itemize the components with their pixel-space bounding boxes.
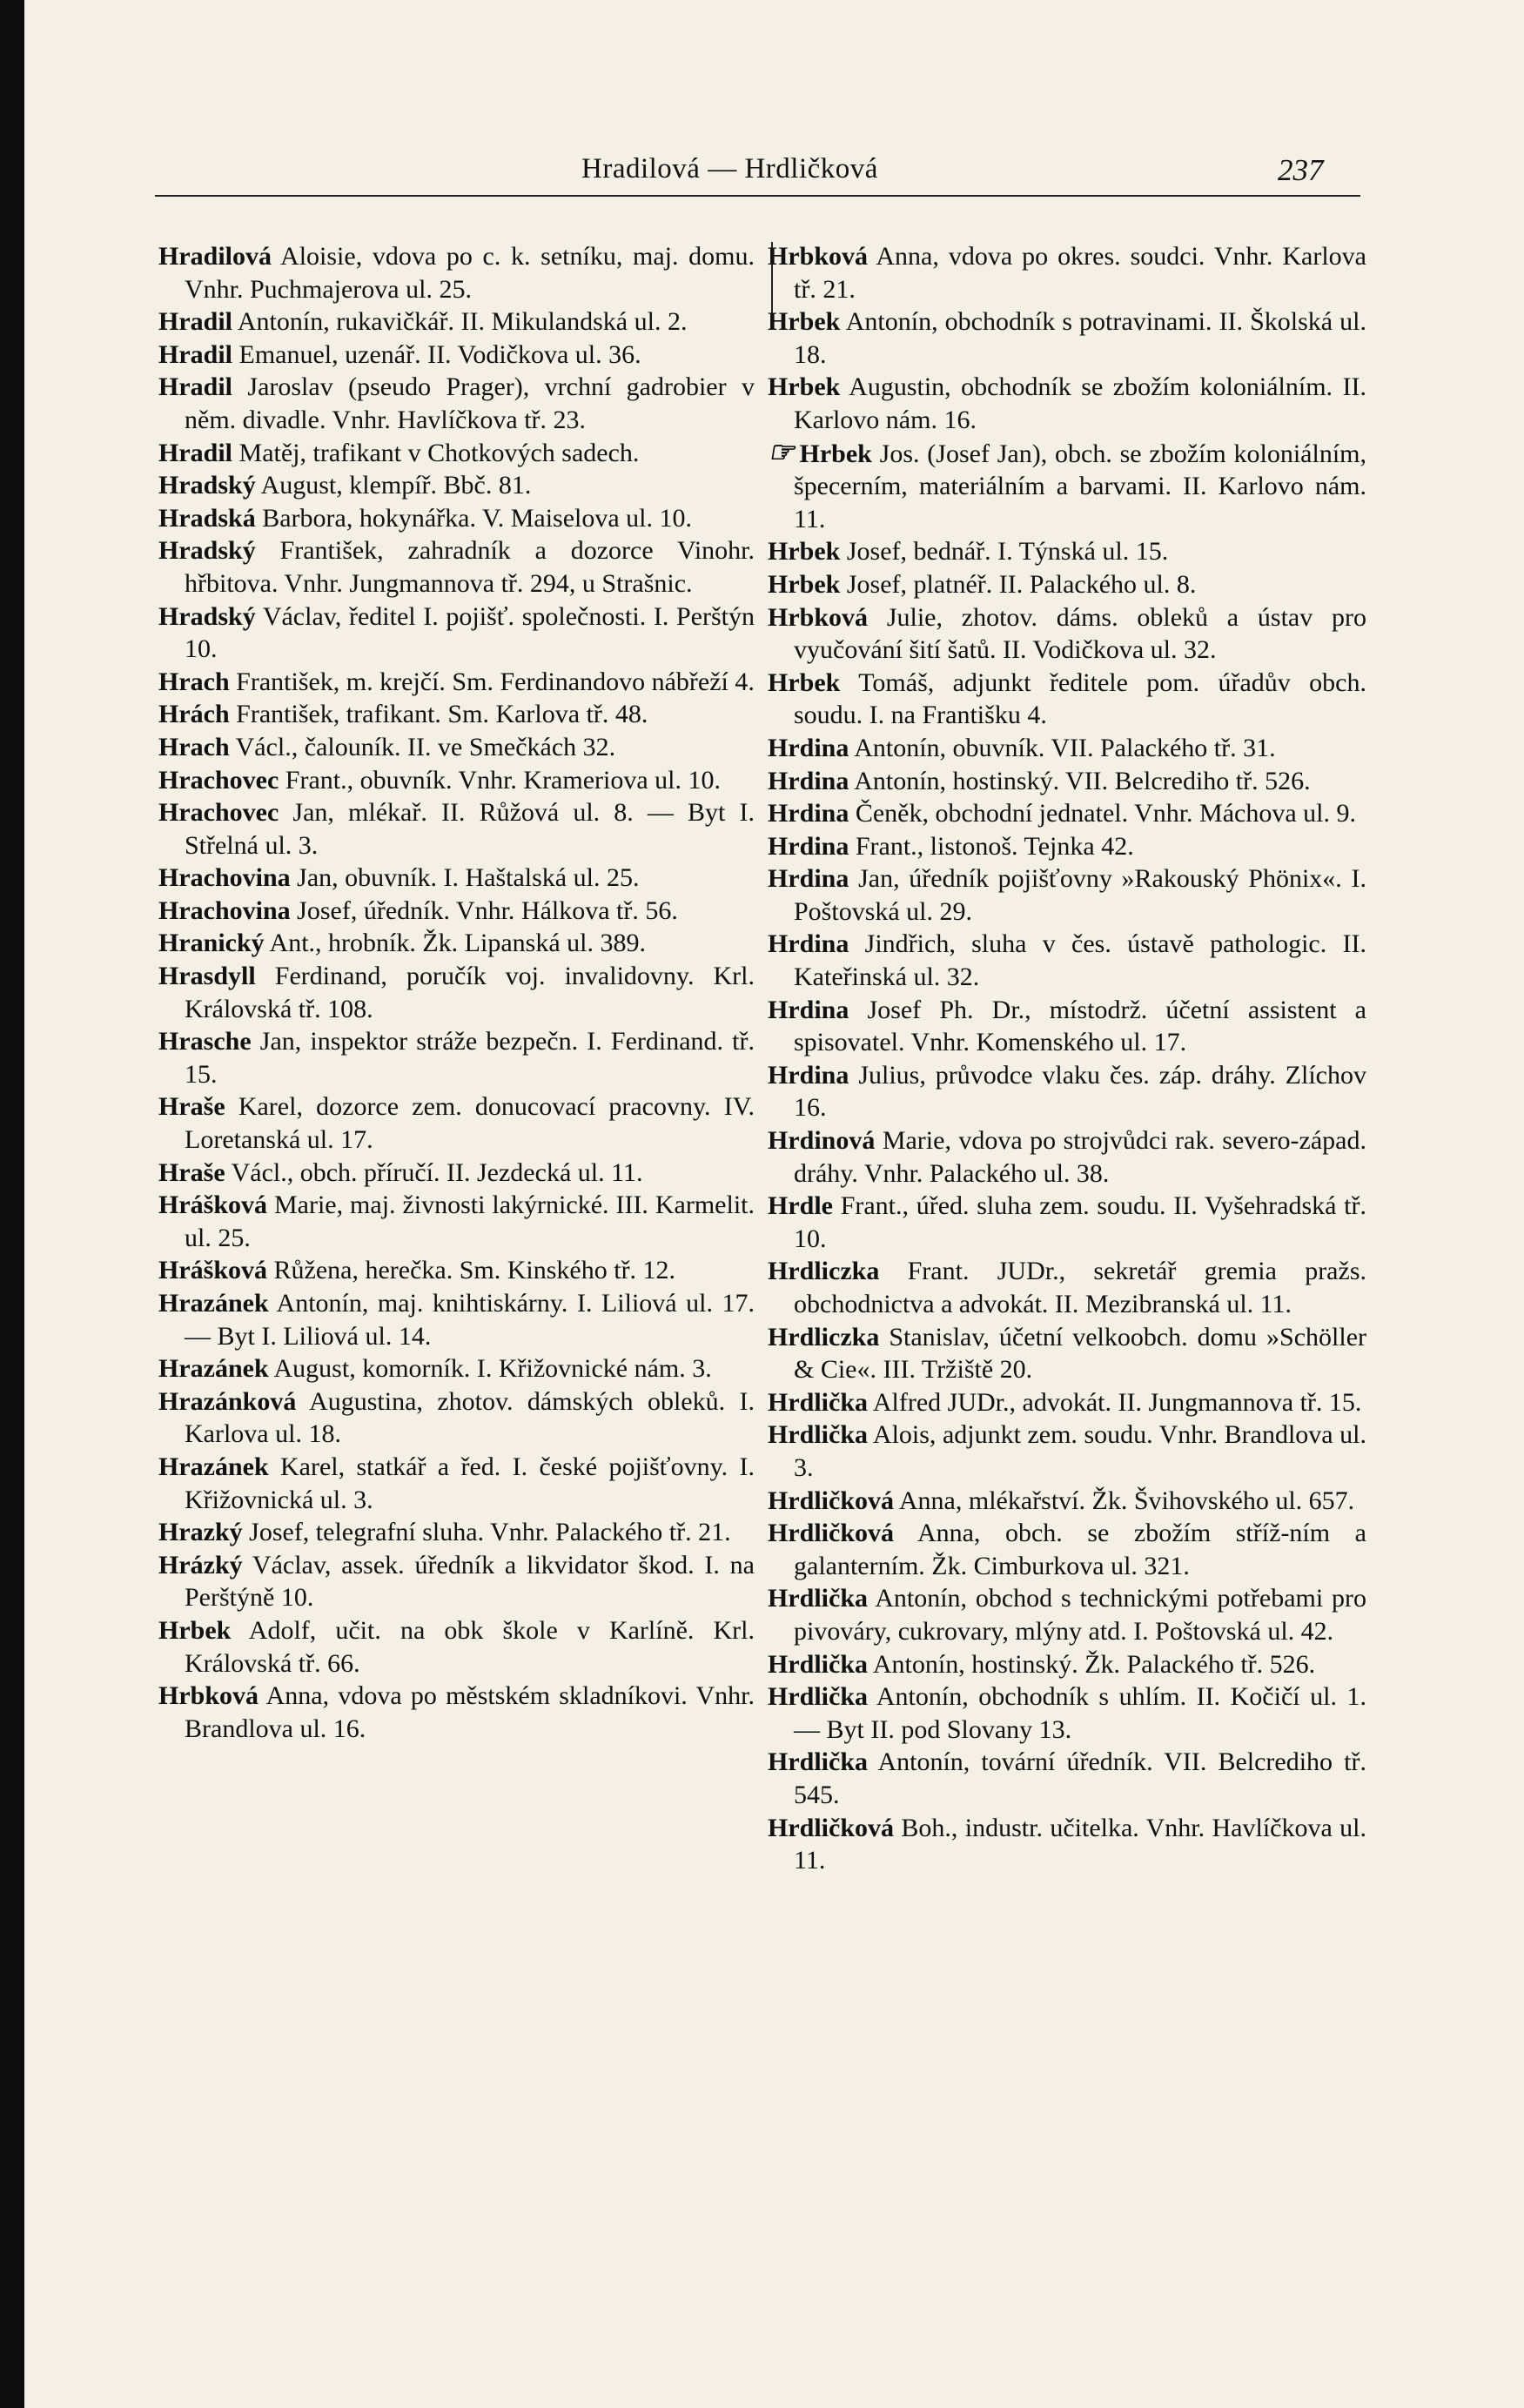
entry-details: Marie, maj. živnosti lakýrnické. III. Karmelit. ul. 25.	[185, 1191, 755, 1252]
entry-surname: Hrdina	[768, 766, 849, 795]
entry-details: Václ., obch. příručí. II. Jezdecká ul. 11.	[231, 1157, 643, 1187]
entry-surname: Hrasche	[158, 1027, 252, 1056]
pointing-hand-icon: ☞	[768, 436, 795, 469]
entry-details: Alois, adjunkt zem. soudu. Vnhr. Brandlova ul. 3.	[794, 1420, 1366, 1482]
entry-details: Karel, dozorce zem. donucovací pracovny. IV. Loretanská ul. 17.	[185, 1092, 755, 1155]
entry-details: Jos. (Josef Jan), obch. se zbožím koloniálním, špecerním, materiálním a barvami. II. Karlovo nám. 11.	[794, 439, 1367, 533]
entry-details: Anna, vdova po městském skladníkovi. Vnhr. Brandlova ul. 16.	[185, 1681, 755, 1743]
directory-entry	[768, 1419, 1366, 1484]
entry-surname: Hrdlička	[768, 1682, 869, 1712]
directory-entry	[158, 1090, 755, 1156]
directory-entry	[158, 960, 755, 1025]
entry-surname: Hradský	[158, 601, 256, 631]
directory-entry	[768, 1124, 1366, 1190]
entry-surname: Hrdlička	[768, 1649, 869, 1679]
entry-details: Emanuel, uzenář. II. Vodičkova ul. 36.	[238, 339, 641, 369]
directory-entry	[768, 305, 1366, 371]
entry-details: Aloisie, vdova po c. k. setníku, maj. domu. Vnhr. Puchmajerova ul. 25.	[185, 242, 755, 304]
entry-surname: Hrdinová	[768, 1126, 876, 1156]
directory-entry	[158, 1614, 755, 1680]
entry-surname: Hrasdyll	[158, 962, 256, 991]
entry-details: Stanislav, účetní velkoobch. domu »Schöller & Cie«. III. Tržiště 20.	[794, 1322, 1367, 1385]
entry-details: Václav, ředitel I. pojišť. společnosti. I. Perštýn 10.	[185, 601, 755, 664]
directory-entry	[158, 371, 755, 436]
entry-details: Josef, platnéř. II. Palackého ul. 8.	[846, 569, 1197, 599]
entry-surname: Hrachovec	[158, 765, 279, 795]
entry-surname: Hrbková	[158, 1681, 259, 1711]
directory-entry	[158, 862, 755, 895]
entry-surname: Hrbek	[768, 307, 841, 337]
entry-surname: Hrázký	[158, 1550, 243, 1580]
directory-entry	[768, 765, 1366, 798]
entry-details: František, m. krejčí. Sm. Ferdinandovo nábřeží 4.	[236, 667, 755, 696]
entry-surname: Hrášková	[158, 1256, 268, 1285]
entry-surname: Hradil	[158, 372, 233, 402]
directory-entry	[158, 1025, 755, 1090]
directory-entry	[768, 1648, 1366, 1681]
entry-details: Frant. JUDr., sekretář gremia pražs. obchodnictva a advokát. II. Mezibranská ul. 11.	[794, 1257, 1366, 1318]
directory-entry	[768, 1746, 1366, 1811]
left-column	[158, 240, 755, 1745]
entry-surname: Hradil	[158, 438, 233, 467]
entry-details: Václ., čalouník. II. ve Smečkách 32.	[235, 732, 616, 761]
entry-surname: Hrášková	[158, 1191, 268, 1220]
entry-surname: Hrdina	[768, 733, 849, 762]
directory-entry	[768, 928, 1366, 993]
directory-entry	[768, 994, 1366, 1059]
entry-surname: Hrdličková	[768, 1486, 895, 1515]
entry-surname: Hrdina	[768, 995, 849, 1024]
entry-surname: Hradský	[158, 536, 256, 566]
entry-surname: Hraše	[158, 1092, 225, 1122]
entry-details: Antonín, hostinský. Žk. Palackého tř. 526.	[872, 1649, 1316, 1679]
directory-entry	[158, 796, 755, 862]
directory-entry	[768, 1386, 1366, 1419]
entry-details: Julie, zhotov. dáms. obleků a ústav pro vyučování šití šatů. II. Vodičkova ul. 32.	[794, 602, 1367, 665]
directory-entry	[158, 437, 755, 470]
entry-surname: Hradil	[158, 339, 233, 369]
entry-surname: Hradil	[158, 307, 233, 337]
entry-details: Růžena, herečka. Sm. Kinského tř. 12.	[273, 1256, 676, 1285]
header-rule	[155, 195, 1360, 197]
entry-surname: Hrachovina	[158, 895, 291, 925]
entry-details: Julius, průvodce vlaku čes. záp. dráhy. Zlíchov 16.	[794, 1060, 1366, 1123]
entry-surname: Hrdličková	[768, 1813, 895, 1842]
entry-surname: Hrdina	[768, 799, 849, 828]
directory-entry	[768, 601, 1366, 667]
directory-entry	[158, 240, 755, 305]
directory-entry	[158, 339, 755, 372]
entry-details: August, klempíř. Bbč. 81.	[260, 471, 532, 500]
directory-entry	[768, 1680, 1366, 1746]
directory-entry	[768, 1582, 1366, 1647]
directory-entry	[768, 1812, 1366, 1877]
entry-surname: Hrbek	[768, 537, 841, 567]
entry-details: Augustin, obchodník se zbožím koloniálním. II. Karlovo nám. 16.	[794, 372, 1366, 434]
directory-entry	[158, 1254, 755, 1287]
entry-details: Jaroslav (pseudo Prager), vrchní gadrobier v něm. divadle. Vnhr. Havlíčkova tř. 23.	[185, 372, 755, 434]
directory-entry	[768, 1255, 1366, 1320]
entry-surname: Hrdliczka	[768, 1322, 880, 1352]
entry-details: Antonín, obchodník s uhlím. II. Kočičí ul. 1. — Byt II. pod Slovany 13.	[794, 1682, 1366, 1744]
entry-surname: Hrdina	[768, 929, 849, 959]
entry-surname: Hrdlička	[768, 1387, 869, 1417]
entry-surname: Hrazánek	[158, 1452, 269, 1481]
directory-entry	[768, 240, 1366, 305]
entry-surname: Hrazánek	[158, 1289, 269, 1318]
directory-entry	[768, 437, 1366, 536]
entry-surname: Hrdlička	[768, 1584, 869, 1613]
entry-surname: Hrazký	[158, 1518, 243, 1547]
entry-surname: Hrbek	[158, 1615, 232, 1645]
entry-details: Antonín, tovární úředník. VII. Belcrediho tř. 545.	[794, 1747, 1366, 1809]
entry-details: Anna, obch. se zbožím stříž-ním a galanterním. Žk. Cimburkova ul. 321.	[794, 1519, 1366, 1580]
entry-surname: Hrdličková	[768, 1519, 895, 1548]
entry-surname: Hradská	[158, 503, 256, 533]
entry-surname: Hradský	[158, 471, 256, 500]
entry-surname: Hrach	[158, 732, 230, 761]
entry-surname: Hrbková	[768, 242, 869, 271]
entry-details: Antonín, hostinský. VII. Belcrediho tř. 526.	[854, 766, 1311, 795]
entry-details: Frant., úřed. sluha zem. soudu. II. Vyšehradská tř. 10.	[794, 1191, 1366, 1253]
entry-surname: Hrazánková	[158, 1386, 297, 1416]
entry-details: Boh., industr. učitelka. Vnhr. Havlíčkova ul. 11.	[794, 1813, 1367, 1875]
directory-entry	[768, 667, 1366, 732]
directory-entry	[158, 1516, 755, 1549]
entry-surname: Hraše	[158, 1157, 225, 1187]
entry-details: Antonín, maj. knihtiskárny. I. Liliová ul. 17. — Byt I. Liliová ul. 14.	[185, 1289, 755, 1351]
directory-entry	[768, 830, 1366, 863]
entry-details: Frant., obuvník. Vnhr. Krameriova ul. 10.	[285, 765, 721, 795]
entry-surname: Hrách	[158, 700, 230, 729]
directory-entry	[158, 1549, 755, 1614]
entry-surname: Hrbek	[768, 667, 841, 697]
directory-entry	[768, 568, 1366, 601]
entry-surname: Hrdliczka	[768, 1257, 880, 1286]
entry-details: František, zahradník a dozorce Vinohr. hřbitova. Vnhr. Jungmannova tř. 294, u Strašnic.	[185, 536, 755, 598]
entry-details: Jan, inspektor stráže bezpečn. I. Ferdinand. tř. 15.	[185, 1027, 755, 1089]
entry-surname: Hrdle	[768, 1191, 833, 1221]
entry-surname: Hrdina	[768, 864, 849, 894]
entry-details: Anna, mlékařství. Žk. Švihovského ul. 657.	[898, 1486, 1355, 1515]
entry-surname: Hradilová	[158, 242, 272, 271]
entry-details: Adolf, učit. na obk škole v Karlíně. Krl. Královská tř. 66.	[185, 1615, 755, 1678]
entry-surname: Hrbek	[768, 569, 841, 599]
entry-details: Jan, obuvník. I. Haštalská ul. 25.	[297, 863, 640, 893]
entry-details: Josef, úředník. Vnhr. Hálkova tř. 56.	[297, 895, 678, 925]
directory-entry	[158, 666, 755, 699]
entry-surname: Hrachovec	[158, 798, 279, 828]
entry-surname: Hrachovina	[158, 863, 291, 893]
entry-details: August, komorník. I. Křižovnické nám. 3.	[273, 1354, 712, 1384]
directory-page	[24, 0, 1524, 2408]
directory-entry	[158, 1157, 755, 1190]
entry-details: František, trafikant. Sm. Karlova tř. 48.	[236, 700, 648, 729]
directory-entry	[158, 600, 755, 666]
entry-surname: Hrdina	[768, 1060, 849, 1090]
directory-entry	[158, 1287, 755, 1352]
entry-details: Jindřich, sluha v čes. ústavě pathologic. II. Kateřinská ul. 32.	[794, 929, 1367, 992]
entry-details: Antonín, obchodník s potravinami. II. Školská ul. 18.	[794, 307, 1366, 369]
page-number: 237	[1278, 153, 1324, 187]
directory-entry	[158, 1189, 755, 1254]
directory-entry	[158, 927, 755, 960]
entry-details: Jan, mlékař. II. Růžová ul. 8. — Byt I. Střelná ul. 3.	[185, 798, 755, 860]
directory-entry	[158, 1385, 755, 1451]
right-column	[768, 240, 1366, 1877]
entry-details: Jan, úředník pojišťovny »Rakouský Phönix«. I. Poštovská ul. 29.	[794, 864, 1367, 926]
entry-details: Josef Ph. Dr., místodrž. účetní assistent a spisovatel. Vnhr. Komenského ul. 17.	[794, 995, 1367, 1057]
directory-entry	[768, 1059, 1366, 1124]
directory-entry	[158, 305, 755, 339]
directory-entry	[158, 534, 755, 600]
directory-entry	[768, 1517, 1366, 1582]
directory-entry	[768, 535, 1366, 568]
entry-details: Tomáš, adjunkt ředitele pom. úřadův obch. soudu. I. na Františku 4.	[794, 667, 1366, 730]
directory-entry	[158, 502, 755, 535]
entry-details: Matěj, trafikant v Chotkových sadech.	[238, 438, 640, 467]
entry-surname: Hranický	[158, 929, 265, 958]
entry-details: Anna, vdova po okres. soudci. Vnhr. Karlova tř. 21.	[794, 242, 1366, 304]
entry-details: Alfred JUDr., advokát. II. Jungmannova tř. 15.	[872, 1387, 1362, 1417]
entry-details: Čeněk, obchodní jednatel. Vnhr. Máchova ul. 9.	[855, 799, 1357, 828]
entry-details: Antonín, obchod s technickými potřebami pro pivováry, cukrovary, mlýny atd. I. Poštovská ul. 42.	[794, 1584, 1366, 1646]
directory-entry	[768, 371, 1366, 436]
entry-details: Frant., listonoš. Tejnka 42.	[855, 831, 1134, 861]
entry-details: Josef, bednář. I. Týnská ul. 15.	[846, 537, 1169, 567]
entry-details: Josef, telegrafní sluha. Vnhr. Palackého tř. 21.	[249, 1518, 731, 1547]
directory-entry	[158, 1352, 755, 1385]
entry-details: Antonín, rukavičkář. II. Mikulandská ul. 2.	[237, 307, 688, 337]
directory-entry	[768, 1190, 1366, 1255]
entry-surname: Hrazánek	[158, 1354, 269, 1384]
directory-entry	[768, 1485, 1366, 1518]
directory-entry	[158, 895, 755, 928]
entry-surname: Hrdlička	[768, 1747, 869, 1777]
entry-surname: Hrbková	[768, 602, 869, 632]
directory-entry	[768, 732, 1366, 765]
entry-surname: Hrach	[158, 667, 230, 696]
entry-surname: Hrbek	[768, 372, 841, 402]
directory-entry	[158, 469, 755, 502]
directory-entry	[158, 1680, 755, 1745]
entry-details: Antonín, obuvník. VII. Palackého tř. 31.	[854, 733, 1276, 762]
entry-details: Marie, vdova po strojvůdci rak. severo-západ. dráhy. Vnhr. Palackého ul. 38.	[794, 1126, 1366, 1188]
directory-entry	[158, 731, 755, 764]
entry-surname: Hrdina	[768, 831, 849, 861]
entry-details: Václav, assek. úředník a likvidator škod. I. na Perštýně 10.	[185, 1550, 755, 1613]
entry-details: Karel, statkář a řed. I. české pojišťovny. I. Křižovnická ul. 3.	[185, 1452, 755, 1514]
page-header	[24, 146, 1524, 198]
entry-surname: Hrdlička	[768, 1420, 869, 1450]
directory-entry	[768, 862, 1366, 928]
entry-details: Augustina, zhotov. dámských obleků. I. Karlova ul. 18.	[185, 1386, 755, 1449]
directory-entry	[158, 764, 755, 797]
directory-entry	[158, 1451, 755, 1516]
directory-entry	[158, 698, 755, 731]
directory-entry	[768, 1321, 1366, 1386]
directory-entry	[768, 797, 1366, 830]
entry-surname: Hrbek	[799, 439, 872, 468]
entry-details: Barbora, hokynářka. V. Maiselova ul. 10.	[262, 503, 693, 533]
entry-details: Ant., hrobník. Žk. Lipanská ul. 389.	[269, 929, 646, 958]
running-head: Hradilová — Hrdličková	[581, 153, 878, 184]
entry-details: Ferdinand, poručík voj. invalidovny. Krl. Královská tř. 108.	[185, 962, 755, 1023]
